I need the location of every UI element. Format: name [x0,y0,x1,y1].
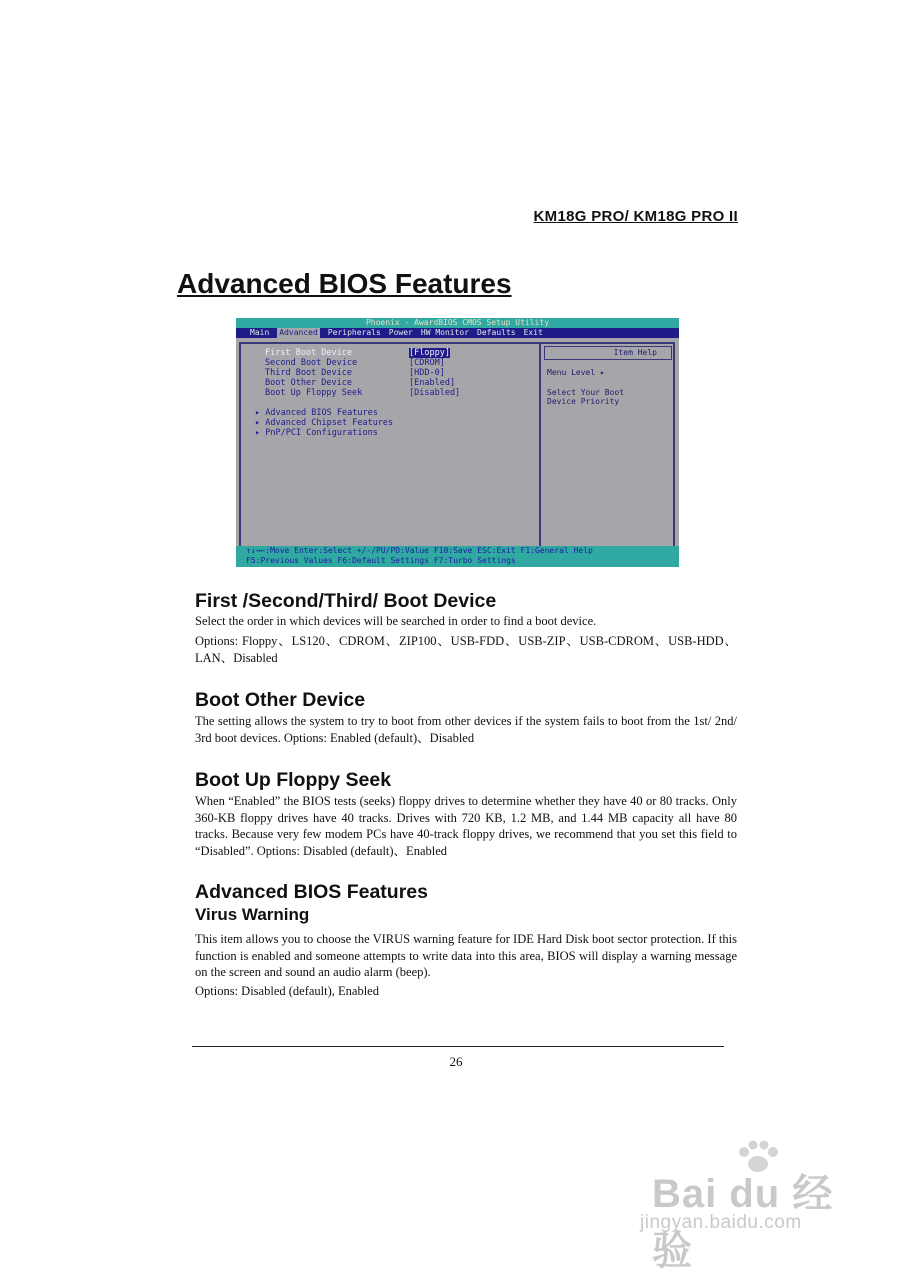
bios-footer-keys: F5:Previous Values F6:Default Settings F7:Turbo Settings [246,556,516,565]
bios-menu-hw-monitor: HW Monitor [420,328,470,337]
bios-submenu-item: ▸ Advanced BIOS Features [255,408,378,418]
bios-menu-exit: Exit [523,328,543,337]
bios-help-line: Menu Level ▸ [547,368,605,377]
bios-title-bar: Phoenix - AwardBIOS CMOS Setup Utility [236,318,679,328]
bios-submenu-item: ▸ Advanced Chipset Features [255,418,394,428]
manual-model-header: KM18G PRO/ KM18G PRO II [533,208,738,225]
bios-menu-peripherals: Peripherals [327,328,381,337]
bios-footer [236,546,679,567]
bios-menu-main: Main [250,328,270,337]
section-heading: First /Second/Third/ Boot Device [195,590,497,612]
bios-menu-power: Power [388,328,413,337]
section-paragraph: Options: Disabled (default), Enabled [195,984,379,998]
bios-help-line: Device Priority [547,397,620,406]
page-title: Advanced BIOS Features [177,268,512,299]
bios-submenu-item: ▸ PnP/PCI Configurations [255,428,378,438]
section-paragraph: When “Enabled” the BIOS tests (seeks) floppy drives to determine whether they have 40 or 80 tracks. Only 360-KB floppy drives have 40 tracks. Drives with 720 KB, 1.2 MB, and 1.44 MB capacity all have 80 tracks. Because very few modem PCs have 40-track floppy drives, we recommend that you set this field to “Disabled”. Options: Disabled (default)、Enabled [195,794,737,858]
section-paragraph: Options: Floppy、LS120、CDROM、ZIP100、USB-FDD、USB-ZIP、USB-CDROM、USB-HDD、LAN、Disabled [195,634,737,665]
bios-setting-value: [Floppy] [409,348,450,358]
watermark-logo: Bai du 经验 [652,1172,834,1273]
watermark-url: jingyan.baidu.com [640,1212,802,1233]
bios-help-panel [539,344,675,558]
bios-menu-advanced: Advanced [279,328,318,337]
baidu-watermark [640,1140,860,1273]
footer-rule [192,1046,724,1047]
bios-setting-value: [HDD-0] [409,368,445,378]
bios-setting-label: Boot Other Device [265,378,352,388]
bios-setting-label: Second Boot Device [265,358,358,368]
bios-setting-label: Third Boot Device [265,368,352,378]
bios-setting-value: [CDROM] [409,358,445,368]
bios-screenshot [236,318,679,567]
section-subheading: Virus Warning [195,905,310,924]
bios-setting-value: [Enabled] [409,378,456,388]
section-paragraph: The setting allows the system to try to boot from other devices if the system fails to boot from the 1st/ 2nd/ 3rd boot devices. Options: Enabled (default)、Disabled [195,714,737,745]
bios-menu-defaults: Defaults [477,328,516,337]
bios-menu-bar [236,328,679,338]
bios-setting-label: First Boot Device [265,348,352,358]
bios-help-title: Item Help [544,346,672,360]
bios-setting-label: Boot Up Floppy Seek [265,388,363,398]
section-paragraph: This item allows you to choose the VIRUS warning feature for IDE Hard Disk boot sector protection. If this function is enabled and someone attempts to write data into this area, BIOS will display a warning message on the screen and sound an audio alarm (beep). [195,932,737,979]
section-paragraph: Select the order in which devices will be searched in order to find a boot device. [195,614,597,628]
section-heading: Boot Up Floppy Seek [195,769,392,791]
section-heading: Boot Other Device [195,689,366,711]
bios-footer-keys: ↑↓→←:Move Enter:Select +/-/PU/PD:Value F10:Save ESC:Exit F1:General Help [246,546,593,555]
page-number: 26 [449,1054,463,1069]
section-heading: Advanced BIOS Features [195,881,428,903]
bios-settings-panel [239,342,675,560]
bios-help-line: Select Your Boot [547,388,625,397]
bios-setting-value: [Disabled] [409,388,461,398]
